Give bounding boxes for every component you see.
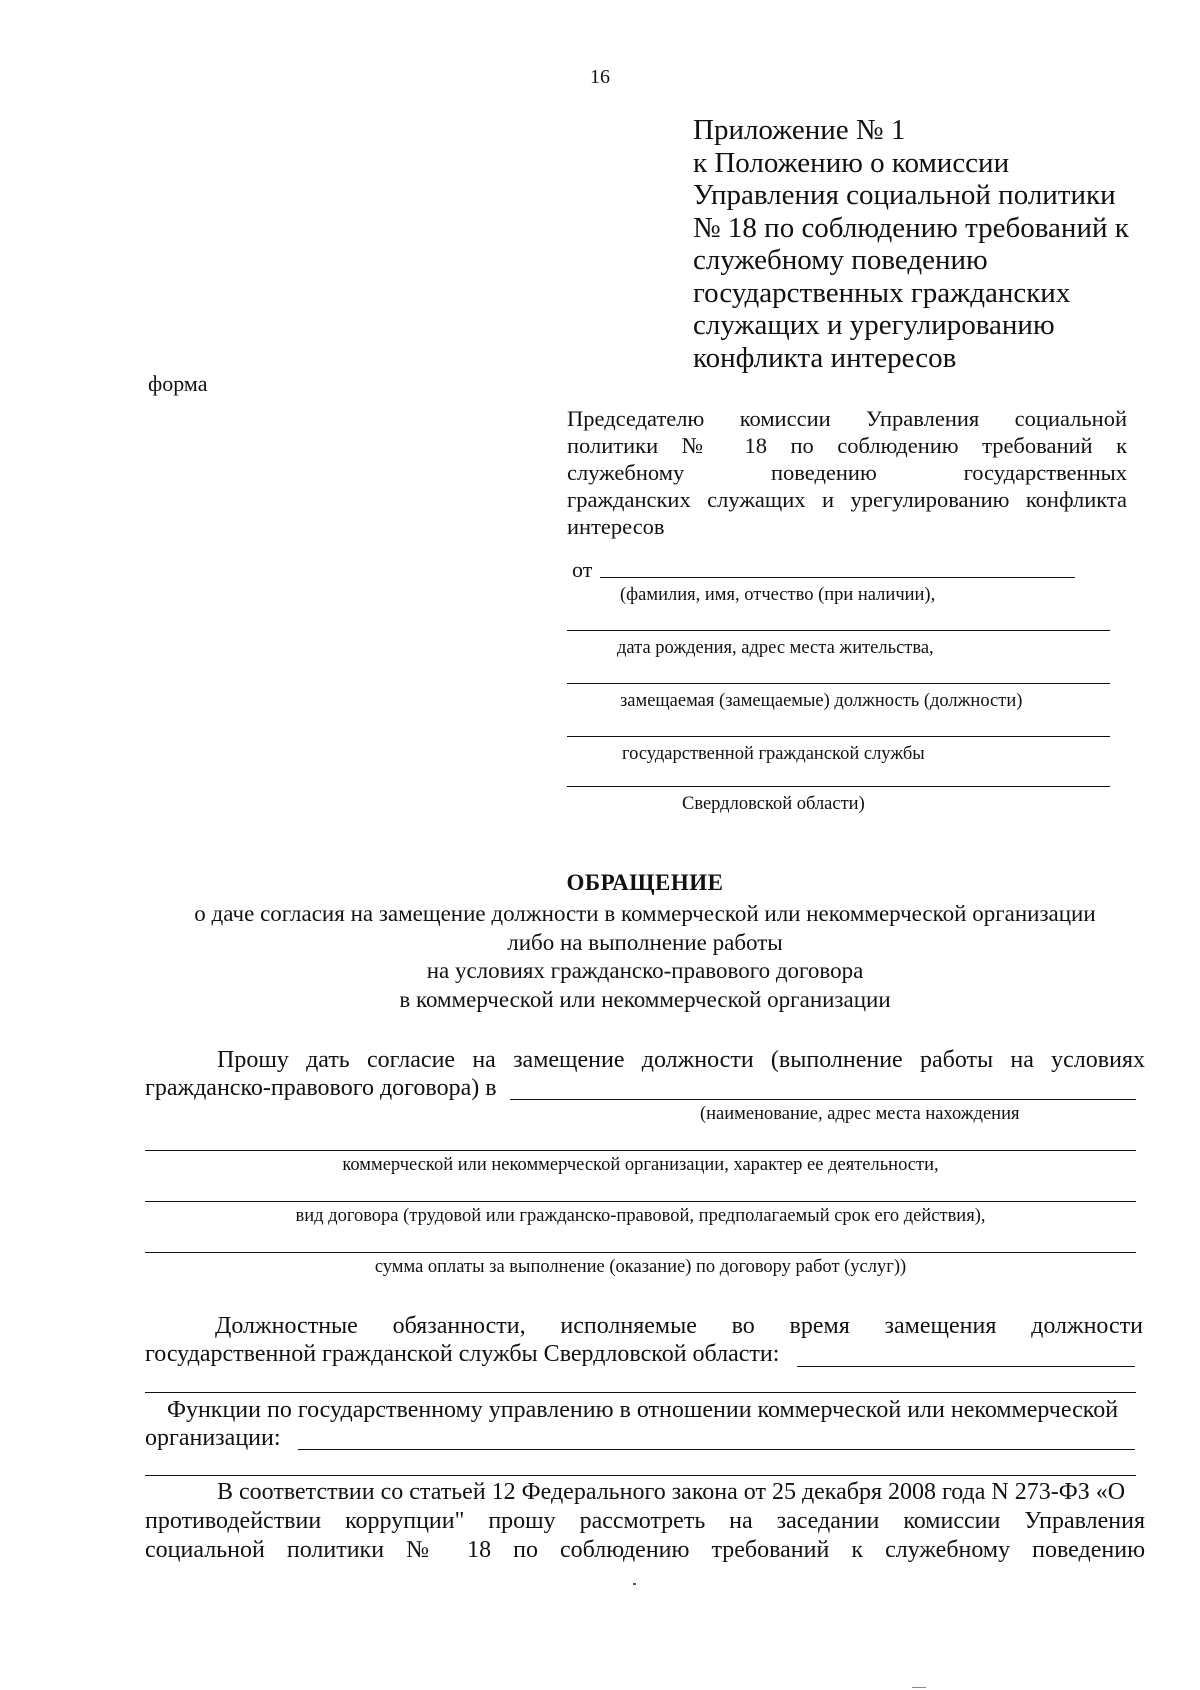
service-field-line[interactable]	[567, 736, 1110, 737]
appendix-line: конфликта интересов	[693, 341, 957, 374]
subtitle-line: о даче согласия на замещение должности в коммерческой или некоммерческой организации	[194, 901, 1096, 926]
functions-line-1: Функции по государственному управлению в отношении коммерческой или некоммерческой	[167, 1397, 1119, 1423]
duties-line-1: Должностные обязанности, исполняемые во время замещения должности	[215, 1313, 1143, 1339]
subtitle-line: на условиях гражданско-правового договора	[426, 958, 864, 983]
form-label: форма	[148, 371, 208, 396]
duties-field-line[interactable]	[797, 1366, 1135, 1367]
region-field-line[interactable]	[567, 786, 1110, 787]
field-caption: вид договора (трудовой или гражданско-правовой, предполагаемый срок его действия),	[295, 1206, 986, 1226]
request-line-2: гражданско-правового договора) в	[145, 1075, 497, 1101]
appendix-line: к Положению о комиссии	[693, 146, 1010, 179]
appendix-line: служебному поведению	[693, 244, 988, 276]
organization-details-line[interactable]	[145, 1150, 1136, 1151]
addressee-block	[567, 405, 1127, 540]
field-caption: (наименование, адрес места нахождения	[700, 1104, 1020, 1124]
closing-line-3: социальной политики № 18 по соблюдению требований к служебному поведению	[145, 1537, 1145, 1563]
appendix-header	[693, 114, 1129, 374]
subtitle-line: в коммерческой или некоммерческой организации	[399, 986, 891, 1012]
functions-field-line-2[interactable]	[145, 1475, 1136, 1476]
addressee-line: интересов	[567, 514, 665, 539]
from-name-field-line[interactable]	[600, 577, 1075, 578]
from-label: от	[572, 557, 593, 582]
appendix-line: Управления социальной политики	[693, 179, 1116, 211]
field-caption: (фамилия, имя, отчество (при наличии),	[620, 585, 936, 605]
closing-line-2: противодействии коррупции" прошу рассмотреть на заседании комиссии Управления	[145, 1508, 1145, 1534]
field-caption: сумма оплаты за выполнение (оказание) по договору работ (услуг))	[374, 1257, 907, 1277]
functions-field-line[interactable]	[298, 1449, 1135, 1450]
request-line-1: Прошу дать согласие на замещение должности (выполнение работы на условиях	[217, 1047, 1145, 1073]
field-caption: Свердловской области)	[682, 794, 865, 814]
document-subtitle	[145, 900, 1145, 1014]
addressee-line: Председателю комиссии Управления социальной	[567, 406, 1127, 431]
payment-line[interactable]	[145, 1252, 1136, 1253]
addressee-line: политики № 18 по соблюдению требований к	[567, 433, 1127, 458]
contract-type-line[interactable]	[145, 1201, 1136, 1202]
duties-line-2: государственной гражданской службы Свердловской области:	[145, 1341, 780, 1367]
addressee-line: служебному поведению государственных	[567, 460, 1127, 485]
closing-line-1: В соответствии со статьей 12 Федерального закона от 25 декабря 2008 года N 273-ФЗ «О	[217, 1479, 1126, 1505]
functions-line-2: организации:	[145, 1425, 281, 1451]
addressee-line: гражданских служащих и урегулированию конфликта	[567, 487, 1127, 512]
document-title: ОБРАЩЕНИЕ	[566, 870, 724, 895]
duties-field-line-2[interactable]	[145, 1392, 1136, 1393]
scan-speck	[633, 1583, 636, 1585]
appendix-line: № 18 по соблюдению требований к	[693, 211, 1129, 244]
field-caption: государственной гражданской службы	[622, 744, 925, 764]
field-caption: коммерческой или некоммерческой организации, характер ее деятельности,	[342, 1155, 939, 1175]
birthdate-field-line[interactable]	[567, 630, 1110, 631]
position-field-line[interactable]	[567, 683, 1110, 684]
subtitle-line: либо на выполнение работы	[507, 929, 783, 955]
appendix-line: служащих и урегулированию	[693, 309, 1055, 341]
field-caption: замещаемая (замещаемые) должность (должности)	[620, 691, 1023, 711]
page-number: 16	[590, 66, 610, 88]
appendix-line: государственных гражданских	[693, 276, 1071, 309]
field-caption: дата рождения, адрес места жительства,	[617, 638, 934, 658]
organization-field-line[interactable]	[510, 1099, 1136, 1100]
appendix-line: Приложение № 1	[693, 114, 906, 146]
scan-speck	[912, 1687, 926, 1688]
